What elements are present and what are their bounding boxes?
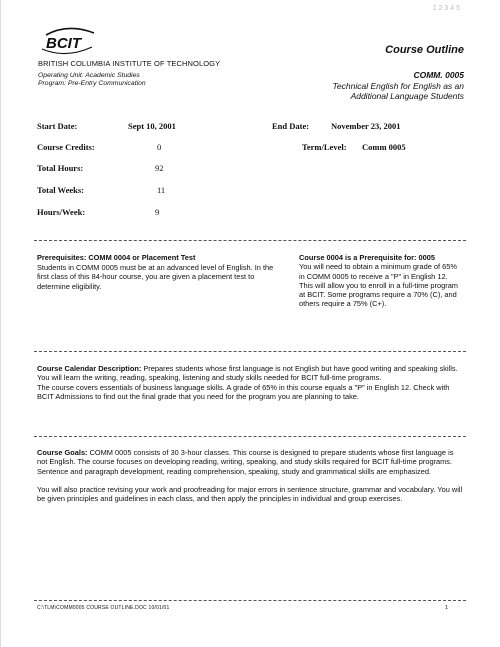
course-name-line1: Technical English for English as an — [332, 81, 464, 91]
program: Program: Pre-Entry Communication — [38, 80, 146, 87]
bcit-logo — [38, 25, 98, 57]
prerequisite-note-body: You will need to obtain a minimum grade of 65% in COMM 0005 to receive a "P" in English 12. This will allow you to enroll in a full-time program at BCIT. Some programs require a 70% (C), and others require a 75% (C+). — [299, 262, 458, 309]
footer-divider — [34, 600, 466, 601]
divider — [34, 351, 466, 352]
hours-week-label: Hours/Week: — [37, 207, 86, 217]
course-name — [332, 81, 464, 101]
total-weeks-value: 11 — [157, 185, 166, 195]
total-hours-label: Total Hours: — [37, 163, 84, 173]
term-label: Term/Level: — [302, 142, 347, 152]
footer-file: C:\TLM\COMM0005 COURSE OUTLINE.DOC 10/01/01 — [37, 605, 170, 611]
prerequisites-section — [37, 253, 275, 291]
goals-body1: COMM 0005 consists of 30 3-hour classes. This course is designed to prepare students whose first language is not English. The course focuses on developing reading, writing, speaking, and study skills required for BCIT full-time programs. Sentence and paragraph development, reading comprehension, speaking, study and grammatical skills are emphasized. — [37, 448, 454, 476]
start-date-value: Sept 10, 2001 — [128, 121, 176, 131]
institute-name: BRITISH COLUMBIA INSTITUTE OF TECHNOLOGY — [38, 59, 221, 68]
end-date-value: November 23, 2001 — [331, 121, 401, 131]
goals-body2: You will also practice revising your work and proofreading for major errors in sentence structure, grammar and vocabulary. You will be given principles and guidelines in each class, and then apply the principles in individual and group exercises. — [37, 484, 463, 504]
term-value: Comm 0005 — [362, 142, 406, 152]
divider — [34, 436, 466, 437]
total-weeks-label: Total Weeks: — [37, 185, 84, 195]
calendar-description — [37, 364, 465, 401]
scan-stamp: 1 2 3 4 5 — [432, 5, 460, 12]
calendar-body2: The course covers essentials of business language skills. A grade of 65% in this course equals a "P" in English 12. Check with BCIT Admissions to find out the final grade that you need for the program you are planning to take. — [37, 382, 450, 401]
document-title: Course Outline — [385, 44, 464, 56]
operating-unit: Operating Unit: Academic Studies — [38, 72, 140, 79]
prerequisite-note — [299, 253, 459, 309]
divider — [34, 240, 466, 241]
logo-text: BCIT — [46, 35, 81, 52]
course-goals — [37, 448, 465, 503]
course-code: COMM. 0005 — [413, 70, 464, 80]
prerequisites-heading: Prerequisites: COMM 0004 or Placement Test — [37, 253, 196, 262]
prerequisite-note-heading: Course 0004 is a Prerequisite for: 0005 — [299, 253, 435, 262]
scan-edge-line — [0, 0, 1, 647]
start-date-label: Start Date: — [37, 121, 78, 131]
calendar-heading: Course Calendar Description: — [37, 364, 142, 373]
end-date-label: End Date: — [272, 121, 310, 131]
page-number: 1 — [444, 605, 448, 611]
credits-label: Course Credits: — [37, 142, 95, 152]
credits-value: 0 — [157, 142, 162, 152]
unit-program — [38, 72, 146, 88]
calendar-body1: Prepares students whose first language is not English but have good writing and speaking skills. You will learn the writing, reading, speaking, listening and study skills needed for BCIT full-time programs. — [37, 364, 458, 383]
hours-week-value: 9 — [155, 207, 160, 217]
total-hours-value: 92 — [155, 163, 164, 173]
prerequisites-body: Students in COMM 0005 must be at an advanced level of English. In the first class of this 84-hour course, you are given a placement test to determine eligibility. — [37, 262, 274, 291]
goals-heading: Course Goals: — [37, 448, 88, 457]
course-name-line2: Additional Language Students — [350, 91, 464, 101]
